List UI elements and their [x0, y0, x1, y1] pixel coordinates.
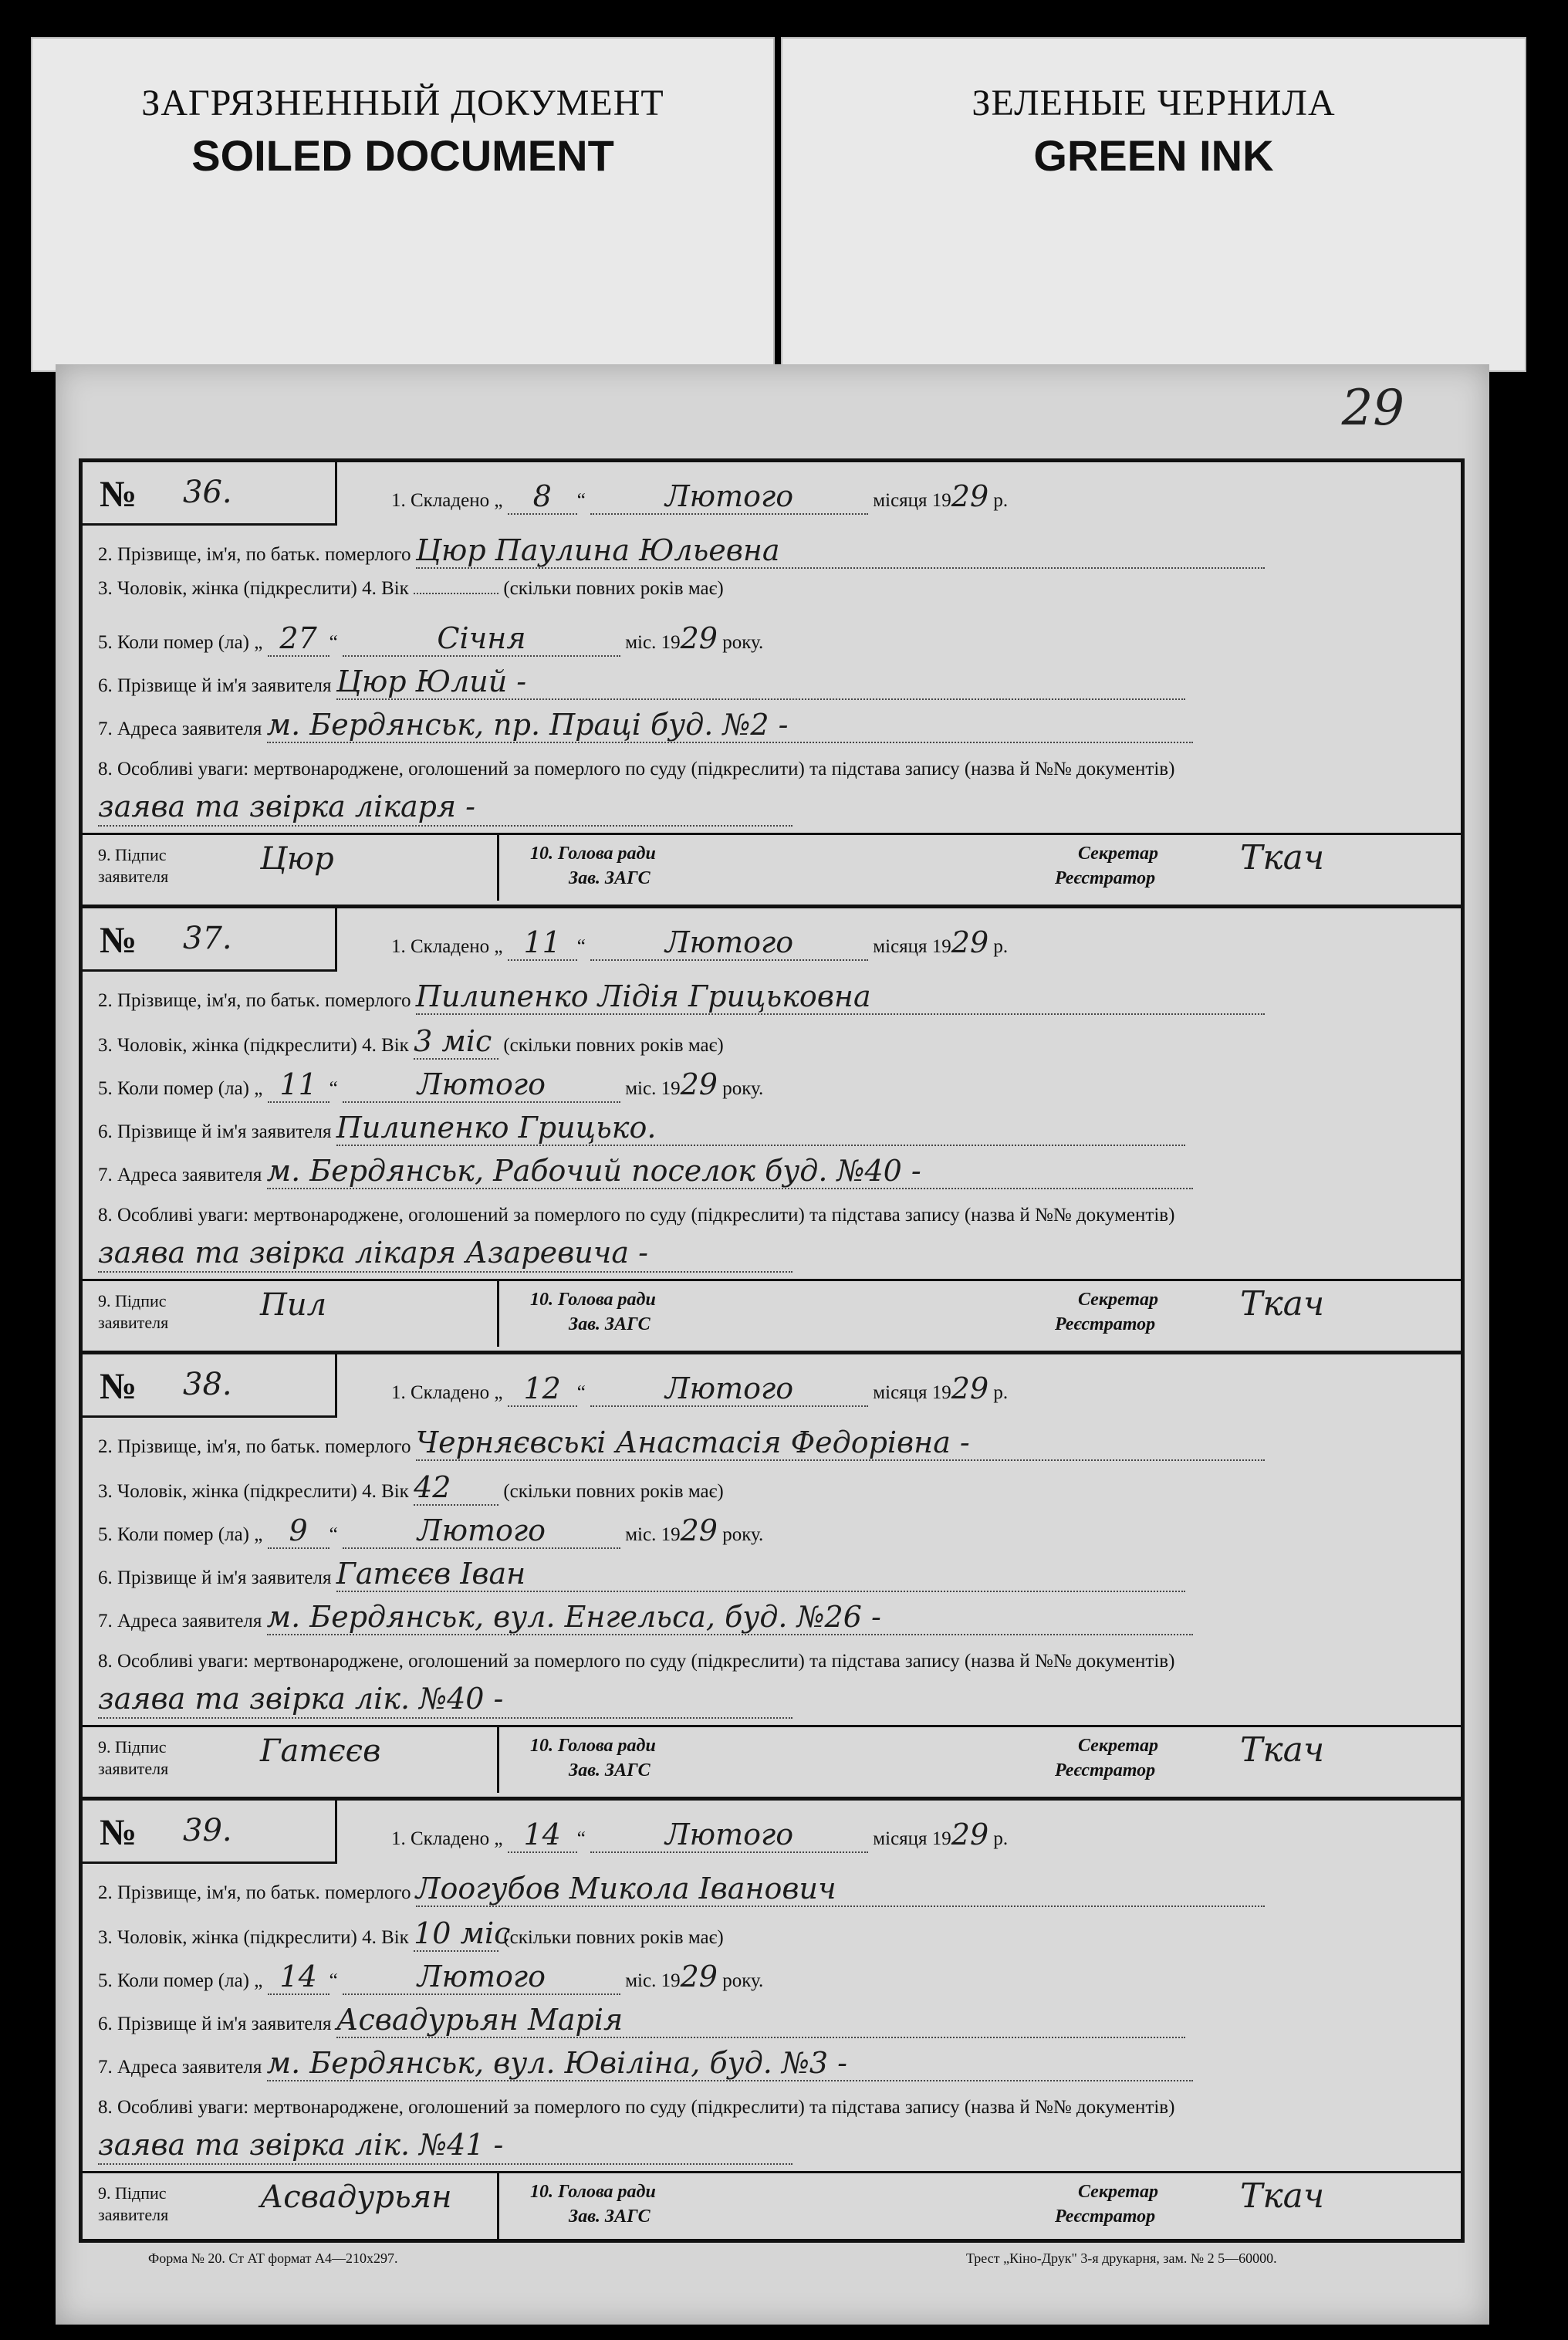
register-page: [56, 364, 1489, 2325]
record-number: 38.: [183, 1367, 232, 1402]
signature-row: 9. Підпис заявителя Пил 10. Голова ради Зав. ЗАГС Секретар Реєстратор Ткач: [83, 1279, 1461, 1347]
deceased-age: 3 міс: [414, 1024, 498, 1060]
sex-age-line: 3. Чоловік, жінка (підкреслити) 4. Вік 42 (скільки повних років має): [98, 1470, 724, 1504]
applicant-line: 6. Прізвище й ім'я заявителя Асвадурьян Марія: [98, 2003, 1453, 2038]
compiled-year: 29: [951, 479, 989, 513]
footer-left: Форма № 20. Ст АТ формат А4—210х297.: [148, 2250, 398, 2266]
record-basis: заява та звірка лікаря Азаревича -: [98, 1234, 792, 1273]
record-number-box: [83, 908, 337, 972]
registrar-signature: Ткач: [1240, 1730, 1325, 1770]
number-sign: №: [100, 1366, 137, 1407]
register-record: [83, 1801, 1461, 2247]
signature-row: 9. Підпис заявителя Гатєєв 10. Голова ради Зав. ЗАГС Секретар Реєстратор Ткач: [83, 1725, 1461, 1793]
compiled-month: Лютого: [590, 1818, 868, 1853]
applicant-name: Гатєєв Іван: [336, 1557, 1185, 1592]
death-month: Лютого: [343, 1067, 620, 1103]
compiled-year: 29: [951, 1818, 989, 1851]
address-line: 7. Адреса заявителя м. Бердянськ, вул. Енгельса, буд. №26 -: [98, 1600, 1453, 1635]
compiled-line: 1. Складено „ 8 “ Лютого місяця 1929 р.: [391, 479, 1009, 513]
compiled-line: 1. Складено „ 12 “ Лютого місяця 1929 р.: [391, 1371, 1009, 1405]
record-basis: заява та звірка лікаря -: [98, 788, 792, 827]
record-number: 39.: [183, 1813, 232, 1848]
address-line: 7. Адреса заявителя м. Бердянськ, вул. Ювіліна, буд. №3 -: [98, 2046, 1453, 2081]
address-line: 7. Адреса заявителя м. Бердянськ, пр. Праці буд. №2 -: [98, 708, 1453, 743]
death-year: 29: [680, 1513, 718, 1547]
signature-row: 9. Підпис заявителя Асвадурьян 10. Голова ради Зав. ЗАГС Секретар Реєстратор Ткач: [83, 2171, 1461, 2239]
applicant-line: 6. Прізвище й ім'я заявителя Пилипенко Грицько.: [98, 1111, 1453, 1146]
compiled-line: 1. Складено „ 11 “ Лютого місяця 1929 р.: [391, 925, 1009, 959]
applicant-line: 6. Прізвище й ім'я заявителя Цюр Юлий -: [98, 664, 1453, 700]
deceased-name-line: 2. Прізвище, ім'я, по батьк. померлого Черняєвські Анастасія Федорівна -: [98, 1425, 1453, 1461]
applicant-name: Пилипенко Грицько.: [336, 1111, 1185, 1146]
compiled-month: Лютого: [590, 1371, 868, 1407]
compiled-year: 29: [951, 925, 989, 959]
compiled-month: Лютого: [590, 479, 868, 515]
label-en: GREEN INK: [1033, 131, 1274, 180]
label-ru: ЗЕЛЕНЫЕ ЧЕРНИЛА: [972, 83, 1336, 123]
record-number: 36.: [183, 475, 232, 510]
deceased-name-line: 2. Прізвище, ім'я, по батьк. померлого Цюр Паулина Юльевна: [98, 533, 1453, 569]
compiled-line: 1. Складено „ 14 “ Лютого місяця 1929 р.: [391, 1818, 1009, 1851]
deceased-name: Цюр Паулина Юльевна: [416, 533, 1265, 569]
label-ru: ЗАГРЯЗНЕННЫЙ ДОКУМЕНТ: [141, 83, 664, 123]
register-record: [83, 908, 1461, 1354]
record-number-box: [83, 1801, 337, 1864]
number-sign: №: [100, 920, 137, 961]
signature-row: 9. Підпис заявителя Цюр 10. Голова ради Зав. ЗАГС Секретар Реєстратор Ткач: [83, 833, 1461, 901]
applicant-address: м. Бердянськ, пр. Праці буд. №2 -: [267, 708, 1193, 743]
deceased-name-line: 2. Прізвище, ім'я, по батьк. померлого Лоогубов Микола Іванович: [98, 1872, 1453, 1907]
death-register-form: [79, 458, 1465, 2243]
compiled-month: Лютого: [590, 925, 868, 961]
register-record: [83, 462, 1461, 908]
death-year: 29: [680, 621, 718, 655]
deceased-name: Пилипенко Лідія Грицьковна: [416, 979, 1265, 1015]
deceased-name-line: 2. Прізвище, ім'я, по батьк. померлого Пилипенко Лідія Грицьковна: [98, 979, 1453, 1015]
page-number: 29: [1341, 380, 1404, 437]
applicant-signature: Асвадурьян: [260, 2179, 452, 2215]
applicant-name: Цюр Юлий -: [336, 664, 1185, 700]
deceased-age: [414, 593, 498, 594]
number-sign: №: [100, 474, 137, 515]
death-date-line: 5. Коли помер (ла) „ 27 “ Січня міс. 1929 року.: [98, 621, 764, 655]
register-record: [83, 1354, 1461, 1801]
deceased-name: Черняєвські Анастасія Федорівна -: [416, 1425, 1265, 1461]
applicant-signature: Цюр: [260, 841, 334, 877]
number-sign: №: [100, 1812, 137, 1853]
applicant-signature: Гатєєв: [260, 1733, 381, 1769]
soiled-document-label: [31, 37, 775, 372]
death-year: 29: [680, 1067, 718, 1101]
compiled-year: 29: [951, 1371, 989, 1405]
death-date-line: 5. Коли помер (ла) „ 9 “ Лютого міс. 1929 року.: [98, 1513, 764, 1547]
applicant-signature: Пил: [260, 1287, 327, 1323]
footer-right: Трест „Кіно-Друк" 3-я друкарня, зам. № 2 5—60000.: [966, 2250, 1277, 2266]
deceased-age: 42: [414, 1470, 498, 1506]
notes-line: 8. Особливі уваги: мертвонароджене, оголошений за померлого по суду (підкреслити) та підстава запису (назва й №№ документів) заява та звірка лікаря -: [98, 751, 1453, 830]
death-day: 27: [268, 621, 329, 657]
applicant-address: м. Бердянськ, вул. Енгельса, буд. №26 -: [267, 1600, 1193, 1635]
compiled-day: 14: [508, 1818, 577, 1853]
sex-age-line: 3. Чоловік, жінка (підкреслити) 4. Вік 10 міс (скільки повних років має): [98, 1916, 724, 1950]
applicant-name: Асвадурьян Марія: [336, 2003, 1185, 2038]
record-number-box: [83, 1354, 337, 1418]
record-basis: заява та звірка лік. №41 -: [98, 2126, 792, 2165]
death-date-line: 5. Коли помер (ла) „ 11 “ Лютого міс. 1929 року.: [98, 1067, 764, 1101]
sex-age-line: 3. Чоловік, жінка (підкреслити) 4. Вік 3 міс (скільки повних років має): [98, 1024, 724, 1058]
death-year: 29: [680, 1960, 718, 1993]
green-ink-label: [781, 37, 1526, 372]
compiled-day: 12: [508, 1371, 577, 1407]
applicant-address: м. Бердянськ, Рабочий поселок буд. №40 -: [267, 1154, 1193, 1189]
registrar-signature: Ткач: [1240, 2176, 1325, 2216]
deceased-name: Лоогубов Микола Іванович: [416, 1872, 1265, 1907]
death-day: 9: [268, 1513, 329, 1549]
notes-line: 8. Особливі уваги: мертвонароджене, оголошений за померлого по суду (підкреслити) та підстава запису (назва й №№ документів) заява та звірка лік. №40 -: [98, 1643, 1453, 1722]
compiled-day: 11: [508, 925, 577, 961]
applicant-line: 6. Прізвище й ім'я заявителя Гатєєв Іван: [98, 1557, 1453, 1592]
death-month: Лютого: [343, 1960, 620, 1995]
deceased-age: 10 міс: [414, 1916, 511, 1950]
applicant-address: м. Бердянськ, вул. Ювіліна, буд. №3 -: [267, 2046, 1193, 2081]
registrar-signature: Ткач: [1240, 838, 1325, 877]
address-line: 7. Адреса заявителя м. Бердянськ, Рабочий поселок буд. №40 -: [98, 1154, 1453, 1189]
death-month: Січня: [343, 621, 620, 657]
notes-line: 8. Особливі уваги: мертвонароджене, оголошений за померлого по суду (підкреслити) та підстава запису (назва й №№ документів) заява та звірка лікаря Азаревича -: [98, 1197, 1453, 1276]
death-date-line: 5. Коли помер (ла) „ 14 “ Лютого міс. 1929 року.: [98, 1960, 764, 1993]
label-en: SOILED DOCUMENT: [191, 131, 614, 180]
sex-age-line: 3. Чоловік, жінка (підкреслити) 4. Вік (скільки повних років має): [98, 578, 724, 599]
death-month: Лютого: [343, 1513, 620, 1549]
record-number-box: [83, 462, 337, 526]
death-day: 14: [268, 1960, 329, 1995]
death-day: 11: [268, 1067, 329, 1103]
notes-line: 8. Особливі уваги: мертвонароджене, оголошений за померлого по суду (підкреслити) та підстава запису (назва й №№ документів) заява та звірка лік. №41 -: [98, 2089, 1453, 2168]
registrar-signature: Ткач: [1240, 1284, 1325, 1324]
record-number: 37.: [183, 921, 232, 956]
compiled-day: 8: [508, 479, 577, 515]
record-basis: заява та звірка лік. №40 -: [98, 1680, 792, 1719]
